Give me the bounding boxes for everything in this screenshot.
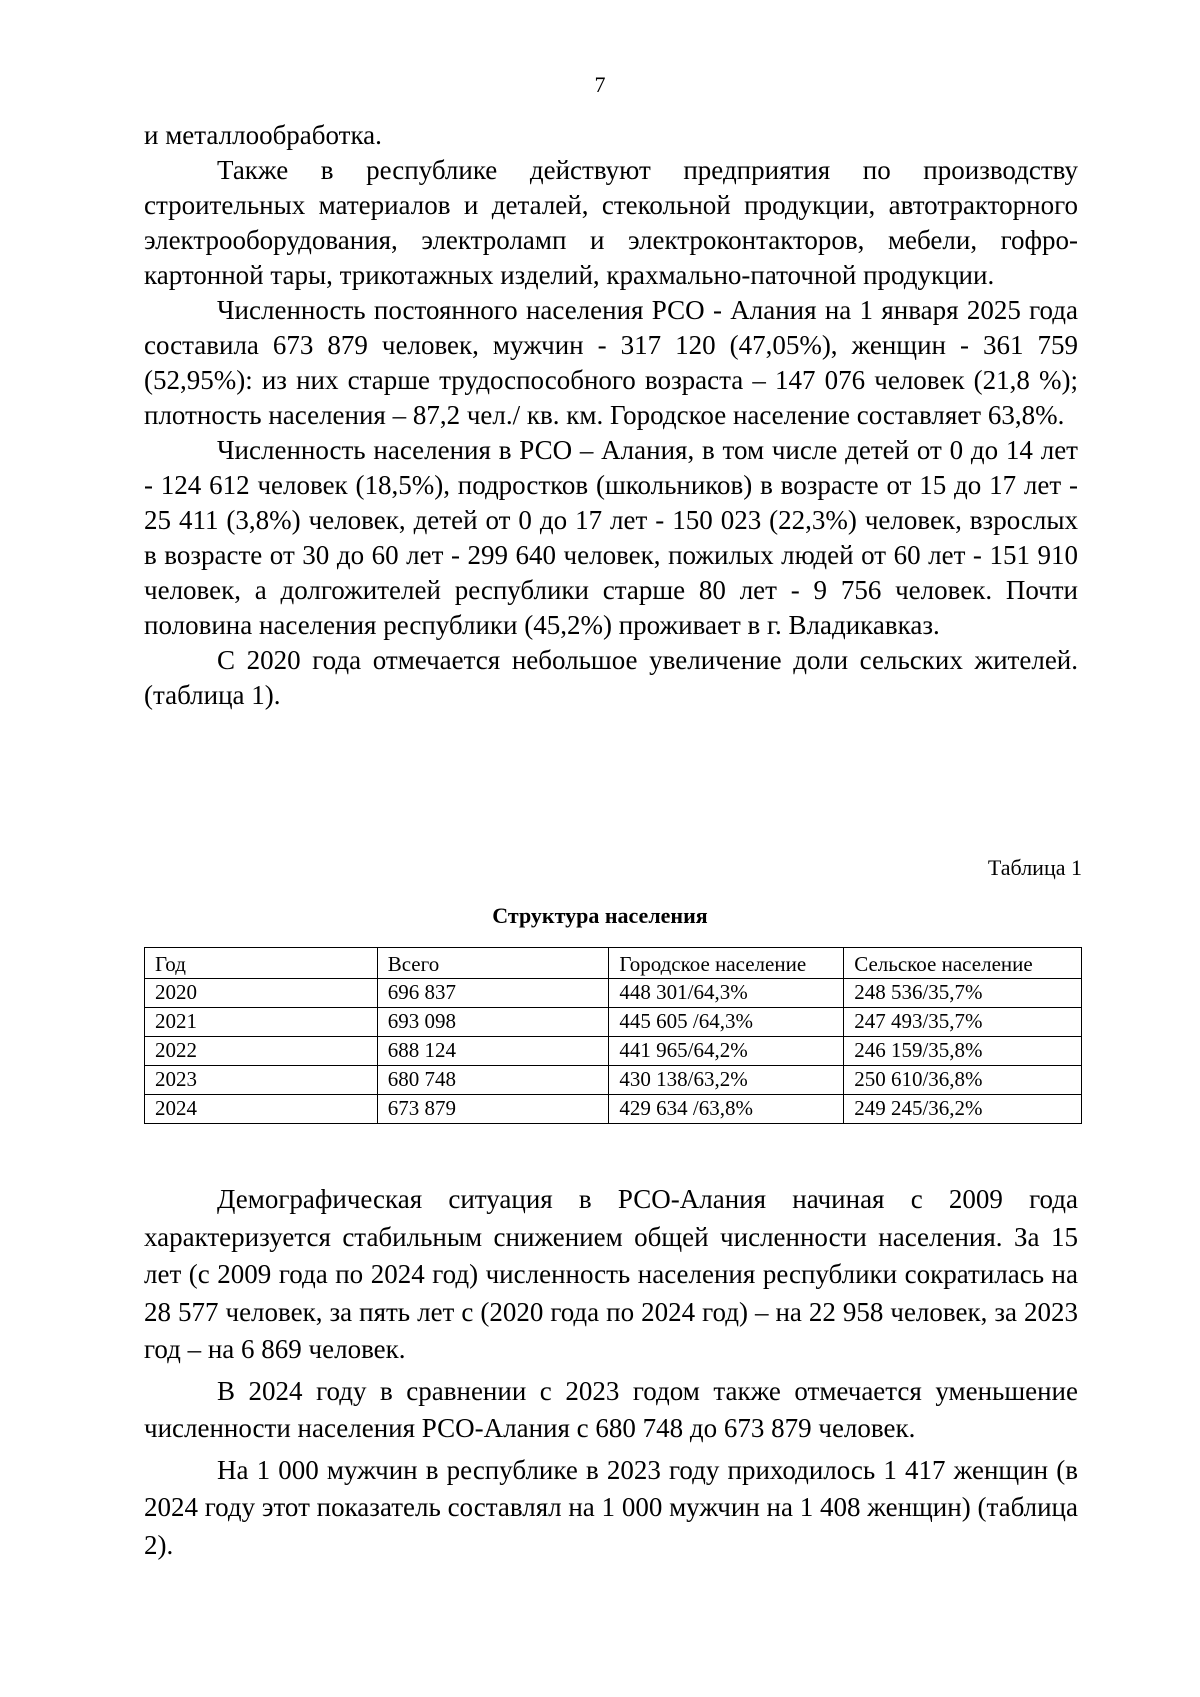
header-rural: Сельское население bbox=[844, 948, 1082, 979]
paragraph: Численность населения в РСО – Алания, в том числе детей от 0 до 14 лет - 124 612 человек (18,5%), подростков (школьников) в возрасте от 15 до 17 лет - 25 411 (3,8%) человек, детей от 0 до 17 лет - 150 023 (22,3%) человек, взрослых в возрасте от 30 до 60 лет - 299 640 человек, пожилых людей от 60 лет - 151 910 человек, а долгожителей республики старше 80 лет - 9 756 человек. Почти половина населения республики (45,2%) проживает в г. Владикавказ. bbox=[144, 435, 1078, 640]
population-structure-table bbox=[144, 947, 1082, 1124]
cell-year: 2021 bbox=[145, 1008, 378, 1037]
cell-total: 688 124 bbox=[377, 1037, 609, 1066]
table-title: Структура населения bbox=[492, 903, 708, 928]
table-row bbox=[145, 1095, 1082, 1124]
cell-total: 673 879 bbox=[377, 1095, 609, 1124]
table-row bbox=[145, 1066, 1082, 1095]
table-row bbox=[145, 1037, 1082, 1066]
paragraph: С 2020 года отмечается небольшое увеличение доли сельских жителей. (таблица 1). bbox=[144, 645, 1078, 710]
paragraph: На 1 000 мужчин в республике в 2023 году приходилось 1 417 женщин (в 2024 году этот показатель составлял на 1 000 мужчин на 1 408 женщин) (таблица 2). bbox=[144, 1454, 1078, 1560]
cell-rural: 247 493/35,7% bbox=[844, 1008, 1082, 1037]
cell-rural: 250 610/36,8% bbox=[844, 1066, 1082, 1095]
paragraph: Численность постоянного населения РСО - Алания на 1 января 2025 года составила 673 879 человек, мужчин - 317 120 (47,05%), женщин - 361 759 (52,95%): из них старше трудоспособного возраста – 147 076 человек (21,8 %); плотность населения – 87,2 чел./ кв. км. Городское население составляет 63,8%. bbox=[144, 295, 1078, 430]
paragraph: В 2024 году в сравнении с 2023 годом также отмечается уменьшение численности населения РСО-Алания с 680 748 до 673 879 человек. bbox=[144, 1375, 1078, 1443]
text-block-bottom bbox=[144, 1181, 1078, 1564]
cell-urban: 448 301/64,3% bbox=[609, 979, 844, 1008]
cell-rural: 246 159/35,8% bbox=[844, 1037, 1082, 1066]
page-number: 7 bbox=[594, 72, 606, 97]
cell-year: 2022 bbox=[145, 1037, 378, 1066]
cell-total: 696 837 bbox=[377, 979, 609, 1008]
cell-year: 2023 bbox=[145, 1066, 378, 1095]
text-block-top bbox=[144, 118, 1078, 713]
table-row bbox=[145, 979, 1082, 1008]
cell-urban: 441 965/64,2% bbox=[609, 1037, 844, 1066]
header-year: Год bbox=[145, 948, 378, 979]
cell-rural: 249 245/36,2% bbox=[844, 1095, 1082, 1124]
cell-urban: 445 605 /64,3% bbox=[609, 1008, 844, 1037]
table-header-row bbox=[145, 948, 1082, 979]
paragraph: Также в республике действуют предприятия по производству строительных материалов и деталей, стекольной продукции, автотракторного электрооборудования, электроламп и электроконтакторов, мебели, гофро-картонной тары, трикотажных изделий, крахмально-паточной продукции. bbox=[144, 155, 1078, 290]
cell-total: 680 748 bbox=[377, 1066, 609, 1095]
header-urban: Городское население bbox=[609, 948, 844, 979]
cell-year: 2024 bbox=[145, 1095, 378, 1124]
table-label: Таблица 1 bbox=[987, 855, 1082, 880]
cell-urban: 429 634 /63,8% bbox=[609, 1095, 844, 1124]
cell-rural: 248 536/35,7% bbox=[844, 979, 1082, 1008]
cell-total: 693 098 bbox=[377, 1008, 609, 1037]
paragraph: и металлообработка. bbox=[144, 120, 382, 150]
paragraph: Демографическая ситуация в РСО-Алания начиная с 2009 года характеризуется стабильным снижением общей численности населения. За 15 лет (с 2009 года по 2024 год) численность населения республики сократилась на 28 577 человек, за пять лет с (2020 года по 2024 год) – на 22 958 человек, за 2023 год – на 6 869 человек. bbox=[144, 1184, 1078, 1364]
header-total: Всего bbox=[377, 948, 609, 979]
table-row bbox=[145, 1008, 1082, 1037]
cell-urban: 430 138/63,2% bbox=[609, 1066, 844, 1095]
cell-year: 2020 bbox=[145, 979, 378, 1008]
